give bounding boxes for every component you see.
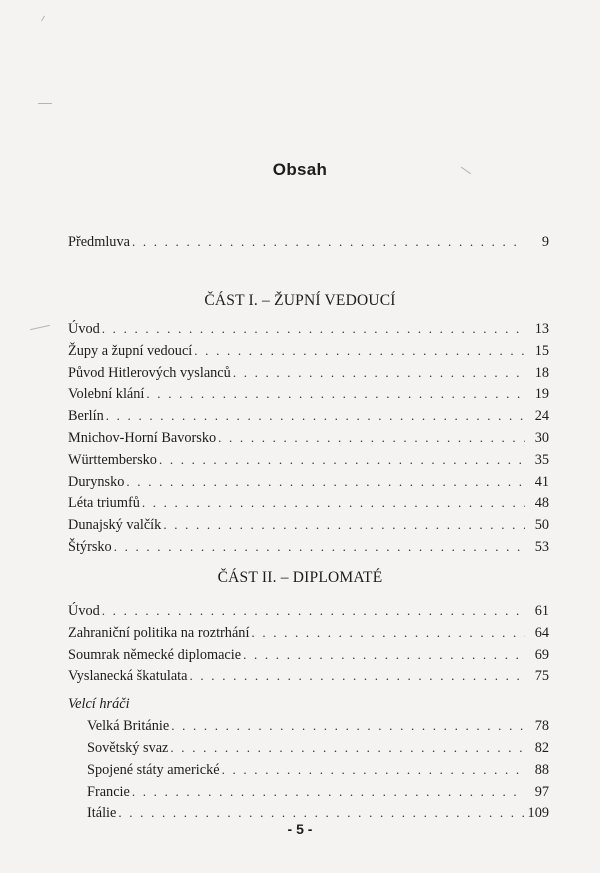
toc-entry[interactable] xyxy=(68,405,549,427)
entry-page: 13 xyxy=(534,321,549,337)
subgroup-title: Velcí hráči xyxy=(68,696,130,713)
part-1-heading: ČÁST I. – ŽUPNÍ VEDOUCÍ xyxy=(204,292,396,309)
scan-mark xyxy=(38,103,52,104)
entry-label: Francie xyxy=(87,783,130,800)
entry-page: 78 xyxy=(534,718,549,735)
entry-page: 18 xyxy=(534,364,549,381)
entry-page: 53 xyxy=(534,538,549,555)
toc-entry[interactable] xyxy=(68,231,549,253)
entry-label: Itálie xyxy=(87,805,117,822)
toc-subentry[interactable] xyxy=(68,737,549,759)
leader-dots xyxy=(132,781,525,803)
leader-dots xyxy=(142,492,525,514)
entry-label: Soumrak německé diplomacie xyxy=(68,646,242,663)
entry-page: 35 xyxy=(534,451,549,468)
toc-entry[interactable] xyxy=(68,600,549,622)
leader-dots xyxy=(102,600,525,622)
leader-dots xyxy=(222,759,525,781)
entry-page: 48 xyxy=(534,495,549,512)
toc-entry[interactable] xyxy=(68,318,549,340)
toc-entry[interactable] xyxy=(68,622,549,644)
entry-page: 109 xyxy=(527,805,549,822)
entry-page: 30 xyxy=(534,429,549,446)
leader-dots xyxy=(126,471,525,493)
entry-page: 61 xyxy=(534,603,549,619)
entry-page: 64 xyxy=(534,624,549,641)
leader-dots xyxy=(163,514,525,536)
entry-label: Vyslanecká škatulata xyxy=(68,668,188,685)
toc-entry[interactable] xyxy=(68,492,549,514)
page-number: - 5 - xyxy=(287,821,313,837)
entry-label: Sovětský svaz xyxy=(87,739,169,756)
leader-dots xyxy=(251,622,525,644)
entry-page: 88 xyxy=(534,761,549,778)
toc-entry[interactable] xyxy=(68,514,549,536)
entry-page: 41 xyxy=(534,473,549,490)
entry-label: Původ Hitlerových vyslanců xyxy=(68,364,231,381)
leader-dots xyxy=(114,536,525,558)
leader-dots xyxy=(190,665,526,687)
entry-label: Dunajský valčík xyxy=(68,517,162,534)
entry-page: 97 xyxy=(534,783,549,800)
leader-dots xyxy=(171,715,525,737)
toc-subentry[interactable] xyxy=(68,759,549,781)
page-title: Obsah xyxy=(272,160,328,179)
leader-dots xyxy=(132,231,525,253)
entry-label: Župy a župní vedoucí xyxy=(68,342,193,359)
leader-dots xyxy=(102,318,525,340)
toc-subentry[interactable] xyxy=(68,781,549,803)
leader-dots xyxy=(243,644,525,666)
scan-mark xyxy=(30,325,50,330)
leader-dots xyxy=(106,405,525,427)
entry-label: Württembersko xyxy=(68,451,157,468)
entry-label: Berlín xyxy=(68,408,104,425)
leader-dots xyxy=(194,340,525,362)
toc-preface xyxy=(68,231,549,253)
entry-label: Durynsko xyxy=(68,473,125,490)
toc-entry[interactable] xyxy=(68,449,549,471)
toc-entry[interactable] xyxy=(68,340,549,362)
toc-subentry[interactable] xyxy=(68,715,549,737)
leader-dots xyxy=(159,449,525,471)
entry-label: Volební klání xyxy=(68,386,145,403)
entry-label: Léta triumfů xyxy=(68,495,140,512)
entry-page: 75 xyxy=(534,668,549,685)
toc-part-2 xyxy=(68,600,549,824)
entry-page: 19 xyxy=(534,386,549,403)
toc-part-1 xyxy=(68,318,549,558)
entry-page: 15 xyxy=(534,342,549,359)
toc-entry[interactable] xyxy=(68,383,549,405)
entry-page: 69 xyxy=(534,646,549,663)
toc-entry[interactable] xyxy=(68,644,549,666)
entry-label: Spojené státy americké xyxy=(87,761,220,778)
entry-page: 82 xyxy=(534,739,549,756)
scan-mark xyxy=(41,16,45,22)
toc-entry[interactable] xyxy=(68,362,549,384)
entry-label: Úvod xyxy=(68,321,100,337)
toc-entry[interactable] xyxy=(68,427,549,449)
entry-page: 24 xyxy=(534,408,549,425)
entry-page: 9 xyxy=(541,234,549,250)
leader-dots xyxy=(170,737,525,759)
toc-entry[interactable] xyxy=(68,665,549,687)
leader-dots xyxy=(233,362,525,384)
entry-label: Předmluva xyxy=(68,234,130,250)
toc-entry[interactable] xyxy=(68,536,549,558)
entry-label: Štýrsko xyxy=(68,538,112,555)
entry-label: Zahraniční politika na roztrhání xyxy=(68,624,250,641)
entry-label: Úvod xyxy=(68,603,100,619)
part-2-heading: ČÁST II. – DIPLOMATÉ xyxy=(217,569,383,586)
leader-dots xyxy=(146,383,525,405)
entry-label: Mnichov-Horní Bavorsko xyxy=(68,429,217,446)
entry-page: 50 xyxy=(534,517,549,534)
toc-entry[interactable] xyxy=(68,471,549,493)
entry-label: Velká Británie xyxy=(87,718,170,735)
leader-dots xyxy=(218,427,525,449)
